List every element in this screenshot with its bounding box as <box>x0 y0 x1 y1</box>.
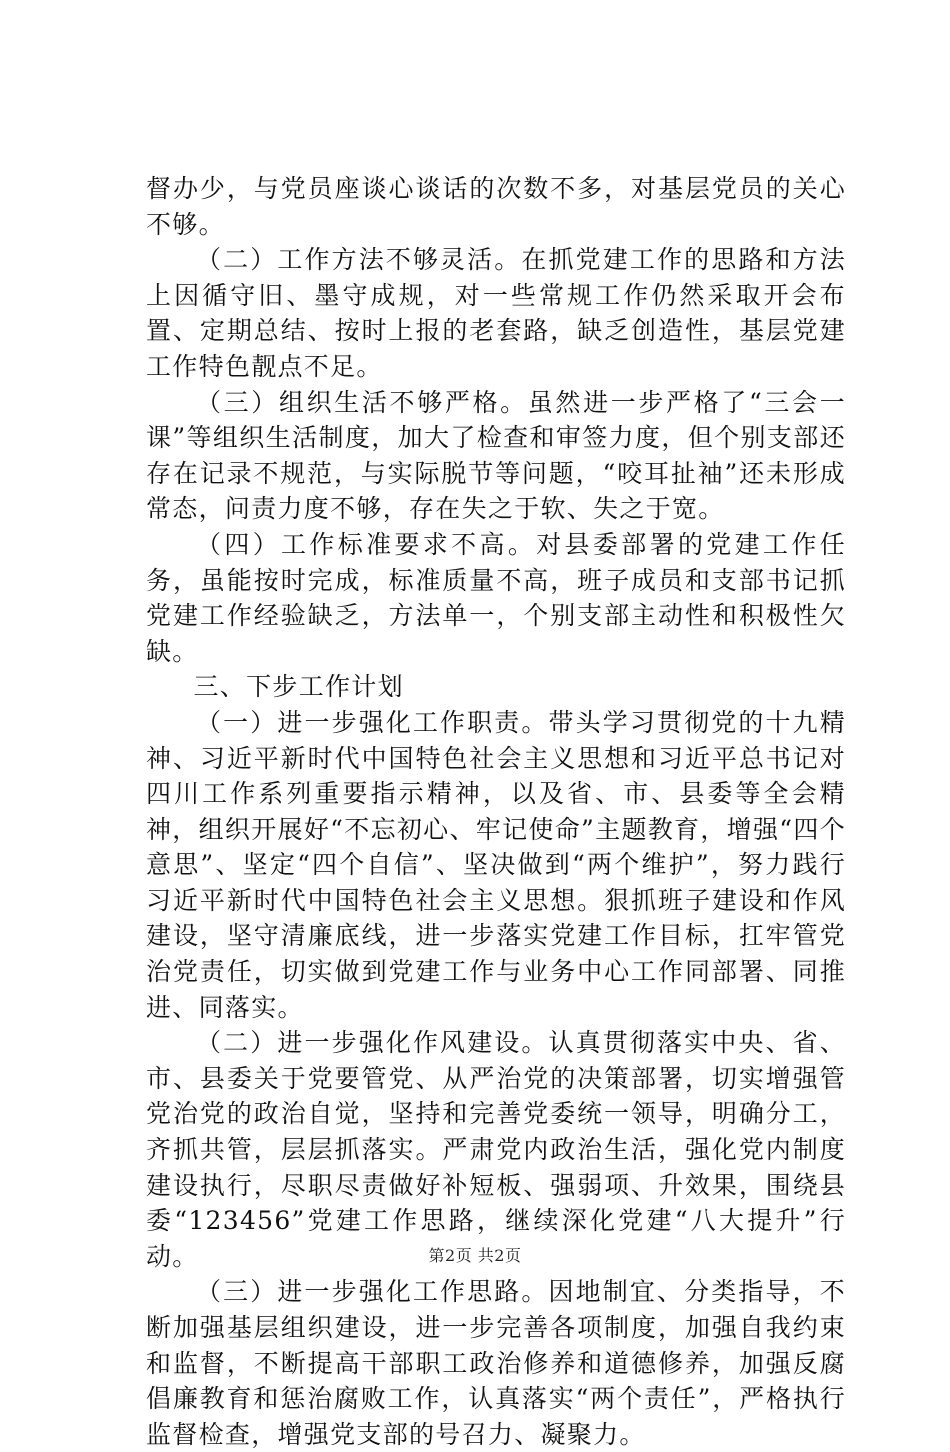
paragraph-issue-2: （二）工作方法不够灵活。在抓党建工作的思路和方法上因循守旧、墨守成规，对一些常规工作仍然采取开会布置、定期总结、按时上报的老套路，缺乏创造性，基层党建工作特色靓点不足。 <box>146 245 846 381</box>
paragraph-plan-3: （三）进一步强化工作思路。因地制宜、分类指导，不断加强基层组织建设，进一步完善各项制度，加强自我约束和监督，不断提高干部职工政治修养和道德修养，加强反腐倡廉教育和惩治腐败工作，认真落实“两个责任”，严格执行监督检查，增强党支部的号召力、凝聚力。 <box>146 1277 846 1449</box>
paragraph-continuation: 督办少，与党员座谈心谈话的次数不多，对基层党员的关心不够。 <box>146 174 846 239</box>
page-footer: 第2页 共2页 <box>428 1246 522 1265</box>
paragraph-issue-3: （三）组织生活不够严格。虽然进一步严格了“三会一课”等组织生活制度，加大了检查和审签力度，但个别支部还存在记录不规范，与实际脱节等问题，“咬耳扯袖”还未形成常态，问责力度不够，存在失之于软、失之于宽。 <box>146 387 846 524</box>
paragraph-issue-4: （四）工作标准要求不高。对县委部署的党建工作任务，虽能按时完成，标准质量不高，班子成员和支部书记抓党建工作经验缺乏，方法单一，个别支部主动性和积极性欠缺。 <box>146 529 846 666</box>
paragraph-plan-1: （一）进一步强化工作职责。带头学习贯彻党的十九精神、习近平新时代中国特色社会主义思想和习近平总书记对四川工作系列重要指示精神，以及省、市、县委等全会精神，组织开展好“不忘初心、牢记使命”主题教育，增强“四个意思”、坚定“四个自信”、坚决做到“两个维护”，努力践行习近平新时代中国特色社会主义思想。狠抓班子建设和作风建设，坚守清廉底线，进一步落实党建工作目标，扛牢管党治党责任，切实做到党建工作与业务中心工作同部署、同推进、同落实。 <box>146 707 846 1022</box>
section-heading-next-steps: 三、下步工作计划 <box>193 672 404 702</box>
paragraph-plan-2: （二）进一步强化作风建设。认真贯彻落实中央、省、市、县委关于党要管党、从严治党的决策部署，切实增强管党治党的政治自觉，坚持和完善党委统一领导，明确分工，齐抓共管，层层抓落实。严肃党内政治生活，强化党内制度建设执行，尽职尽责做好补短板、强弱项、升效果，围绕县委“123456”党建工作思路，继续深化党建“八大提升”行动。 <box>146 1028 846 1271</box>
